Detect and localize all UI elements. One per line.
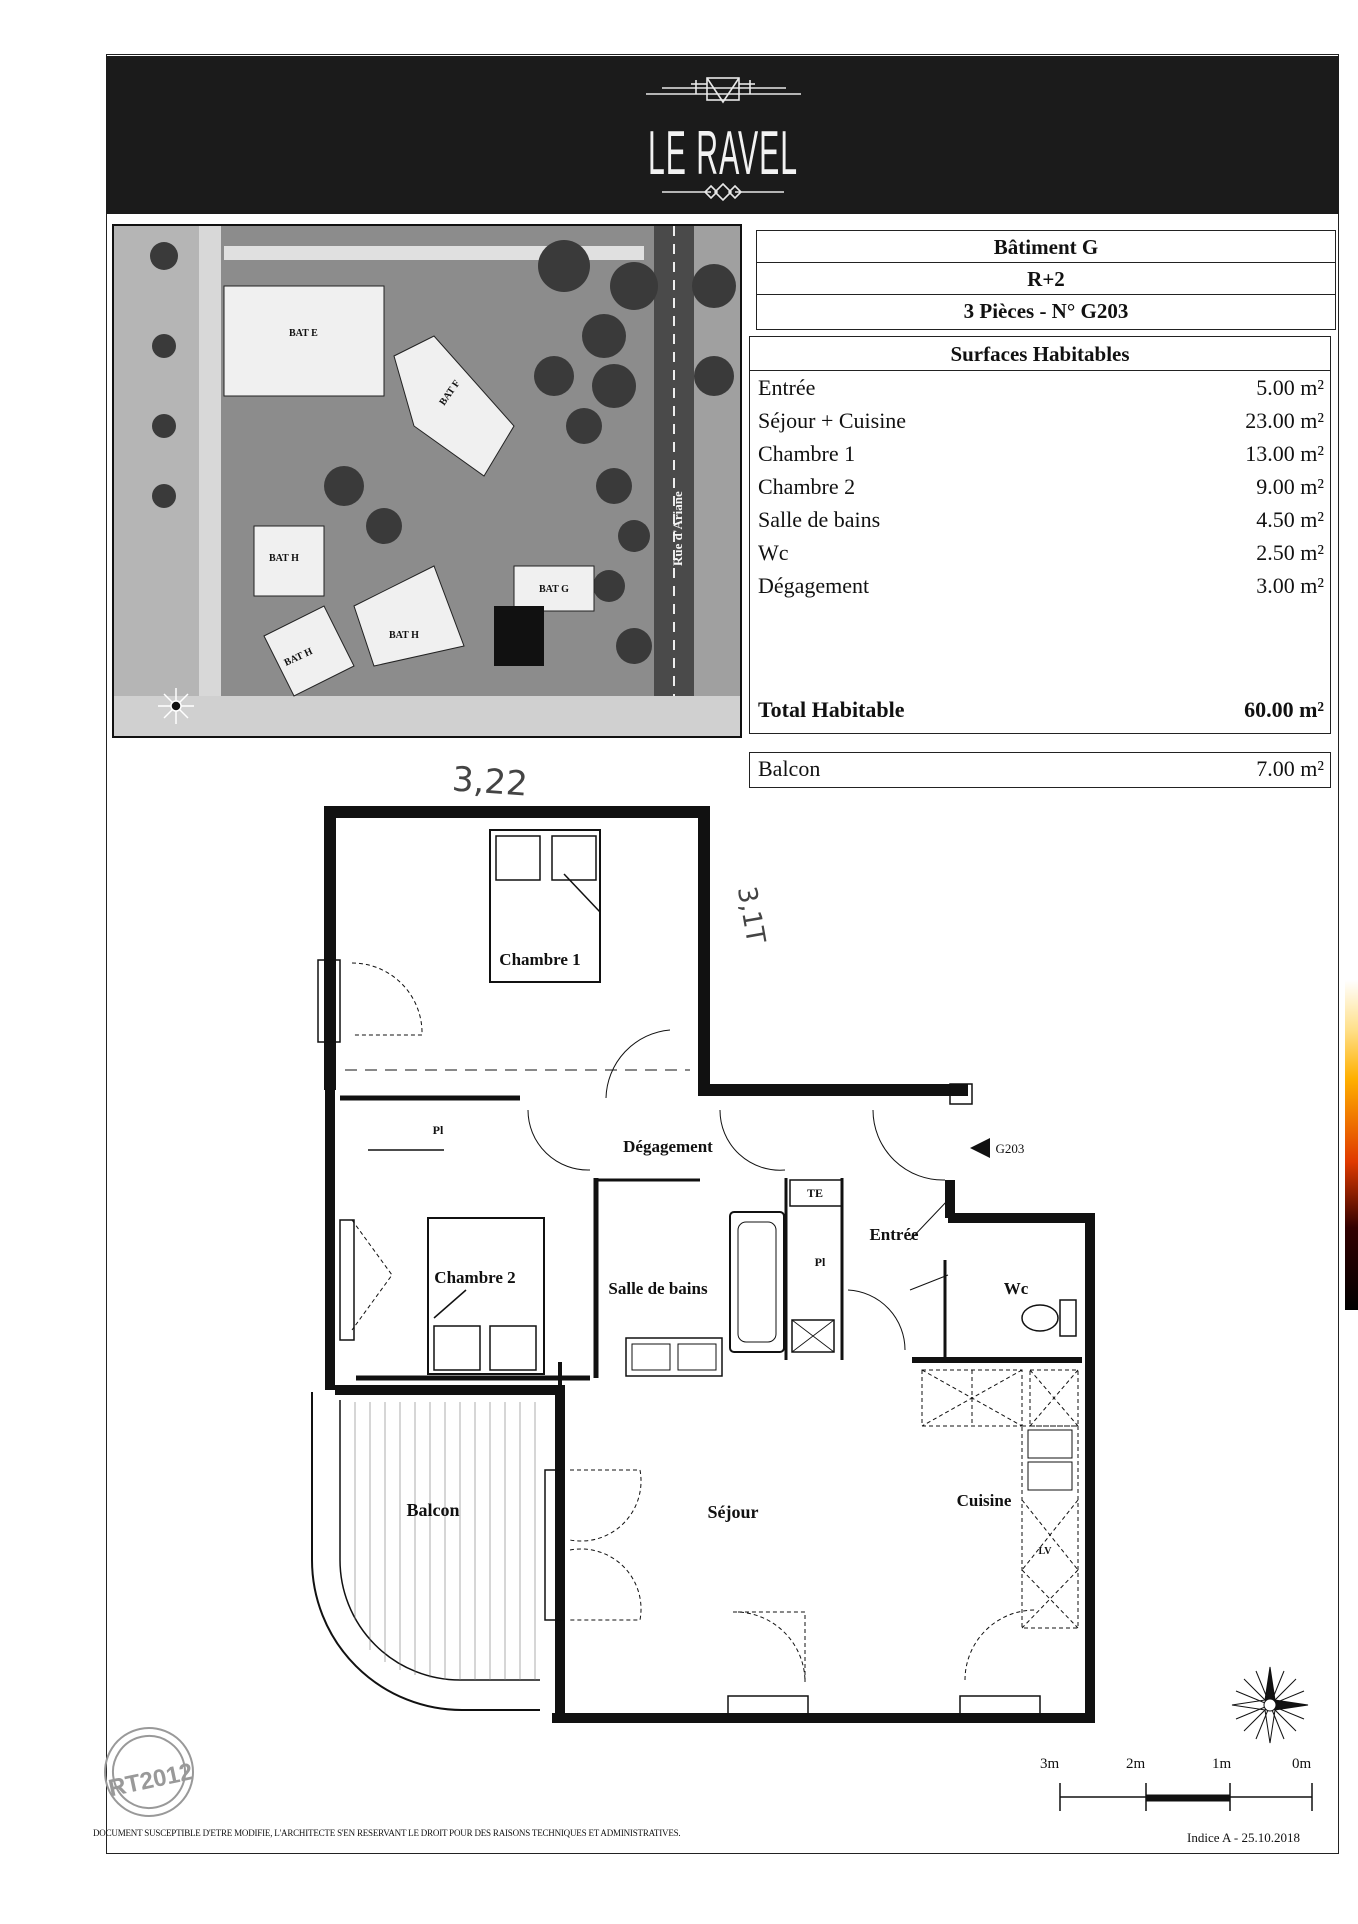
north-compass-icon (1232, 1667, 1308, 1743)
balcony-value: 7.00 m² (1256, 756, 1324, 781)
surface-label: Séjour + Cuisine (758, 408, 907, 433)
total-label: Total Habitable (758, 697, 905, 722)
room-sejour: Séjour (707, 1502, 759, 1522)
label-bat-h-3: BAT H (282, 646, 315, 669)
revision-indice: Indice A - 25.10.2018 (1187, 1830, 1301, 1845)
label-bat-f: BAT F (437, 378, 463, 408)
room-salle-de-bains: Salle de bains (608, 1279, 708, 1298)
surface-value: 2.50 m² (1256, 540, 1324, 565)
te-label: TE (806, 1186, 824, 1200)
level: R+2 (1027, 267, 1065, 291)
surface-value: 9.00 m² (1256, 474, 1324, 499)
street-label: Rue d'Ariane (670, 491, 685, 566)
unit-marker-arrow-icon (970, 1138, 990, 1158)
room-cuisine: Cuisine (956, 1491, 1012, 1510)
closet-label-1: Pl (432, 1123, 444, 1137)
room-wc: Wc (1003, 1279, 1029, 1298)
surface-label: Wc (758, 540, 789, 565)
surface-label: Chambre 2 (758, 474, 856, 499)
handwritten-note-2: 3,1T (730, 884, 771, 946)
rt2012-stamp (94, 1722, 204, 1822)
surface-value: 13.00 m² (1245, 441, 1324, 466)
building-name: Bâtiment G (993, 235, 1099, 259)
scale-label-1m: 1m (1212, 1756, 1232, 1772)
room-chambre-1: Chambre 1 (499, 950, 581, 969)
closet-label-2: Pl (814, 1255, 826, 1269)
surface-label: Salle de bains (758, 507, 881, 532)
surface-value: 4.50 m² (1256, 507, 1324, 532)
surfaces-title: Surfaces Habitables (950, 342, 1130, 366)
stamp-text: RT2012 (106, 1758, 196, 1803)
unit-marker-label: G203 (995, 1141, 1025, 1156)
scale-label-0m: 0m (1292, 1756, 1312, 1772)
surface-label: Entrée (758, 375, 816, 400)
surface-label: Chambre 1 (758, 441, 856, 466)
lv-label: LV (1038, 1546, 1052, 1557)
balcony-label: Balcon (758, 756, 821, 781)
label-bat-h-2: BAT H (389, 630, 419, 641)
scale-label-2m: 2m (1126, 1756, 1146, 1772)
label-bat-e: BAT E (289, 328, 318, 339)
scale-label-3m: 3m (1040, 1756, 1060, 1772)
room-balcon: Balcon (406, 1500, 460, 1520)
label-bat-g: BAT G (539, 584, 569, 595)
total-value: 60.00 m² (1244, 697, 1324, 722)
surface-value: 3.00 m² (1256, 573, 1324, 598)
label-bat-h-1: BAT H (269, 553, 299, 564)
surface-label: Dégagement (758, 573, 870, 598)
surface-value: 5.00 m² (1256, 375, 1324, 400)
brand-title: LE RAVEL (648, 119, 798, 188)
room-chambre-2: Chambre 2 (434, 1268, 516, 1287)
unit-type: 3 Pièces - N° G203 (963, 299, 1129, 323)
surface-value: 23.00 m² (1245, 408, 1324, 433)
handwritten-note-1: 3,22 (450, 759, 530, 805)
room-degagement: Dégagement (623, 1137, 713, 1156)
disclaimer: DOCUMENT SUSCEPTIBLE D'ETRE MODIFIE, L'ARCHITECTE S'EN RESERVANT LE DROIT POUR DES RAISONS TECHNIQUES ET ADMINISTRATIVES. (93, 1828, 681, 1838)
scale-bar (1060, 1783, 1312, 1811)
room-entree: Entrée (869, 1225, 919, 1244)
